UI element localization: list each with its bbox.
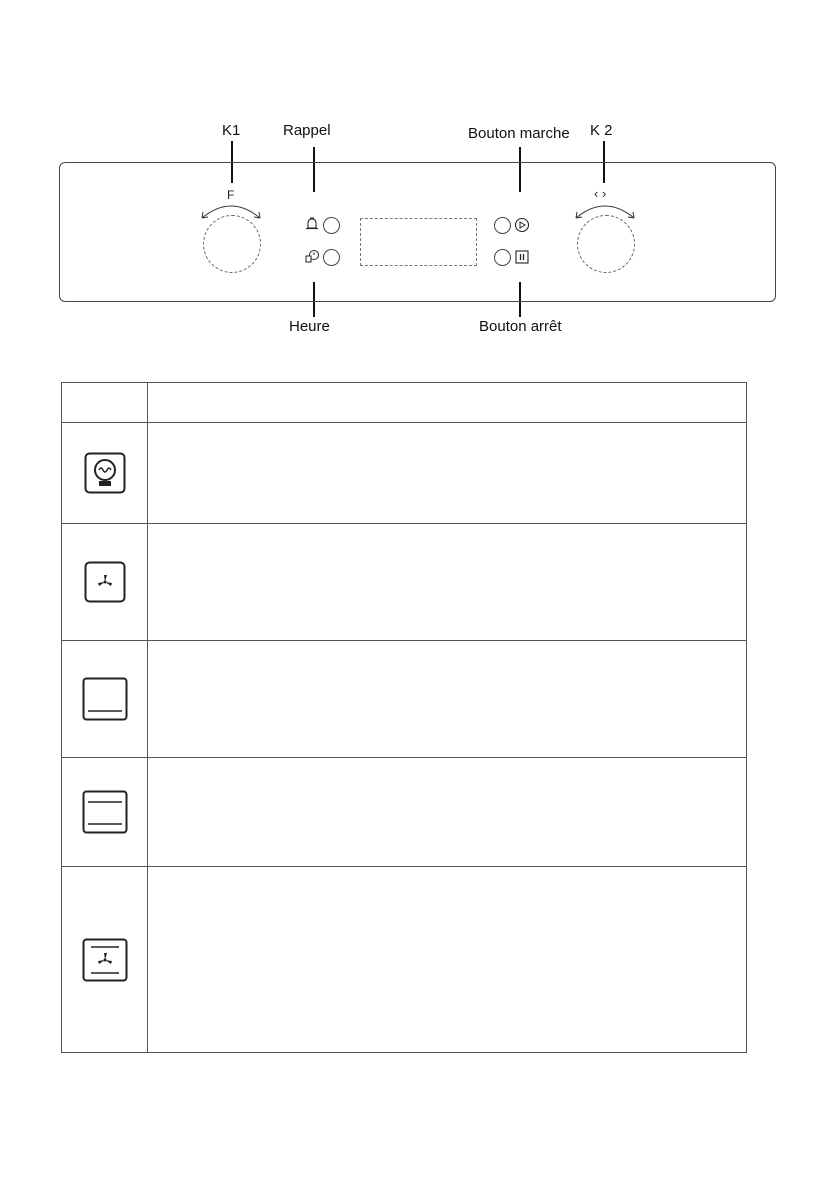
callout-bouton-arret: Bouton arrêt bbox=[479, 318, 562, 335]
table-row bbox=[62, 641, 747, 758]
header-description-cell bbox=[148, 383, 747, 423]
row-description bbox=[148, 524, 747, 641]
callout-heure: Heure bbox=[289, 318, 330, 335]
display-screen bbox=[360, 218, 477, 266]
rappel-button[interactable] bbox=[323, 217, 340, 234]
header-symbol-cell bbox=[62, 383, 148, 423]
table-row bbox=[62, 867, 747, 1053]
top-bottom-heat-icon bbox=[82, 790, 128, 834]
bouton-marche[interactable] bbox=[494, 217, 511, 234]
k2-mark: ‹ › bbox=[594, 186, 607, 201]
k1-knob[interactable] bbox=[203, 215, 261, 273]
callout-rappel: Rappel bbox=[283, 122, 331, 139]
play-icon bbox=[514, 217, 530, 233]
function-table bbox=[61, 382, 747, 1053]
fan-icon bbox=[84, 561, 126, 603]
fan-top-bottom-heat-icon bbox=[82, 938, 128, 982]
table-row bbox=[62, 423, 747, 524]
pause-icon bbox=[514, 249, 530, 265]
table-row bbox=[62, 758, 747, 867]
callout-k1: K1 bbox=[222, 122, 241, 139]
row-description bbox=[148, 423, 747, 524]
bottom-heat-icon bbox=[82, 677, 128, 721]
row-description bbox=[148, 641, 747, 758]
bell-icon bbox=[305, 217, 319, 231]
callout-bouton-marche: Bouton marche bbox=[468, 125, 570, 142]
row-description bbox=[148, 867, 747, 1053]
clock-lock-icon bbox=[305, 249, 320, 264]
table-row bbox=[62, 524, 747, 641]
row-description bbox=[148, 758, 747, 867]
table-header-row bbox=[62, 383, 747, 423]
heure-button[interactable] bbox=[323, 249, 340, 266]
k2-knob[interactable] bbox=[577, 215, 635, 273]
oven-lamp-icon bbox=[84, 452, 126, 494]
bouton-arret[interactable] bbox=[494, 249, 511, 266]
callout-k2: K 2 bbox=[590, 122, 613, 139]
k1-mark: F bbox=[227, 188, 235, 202]
